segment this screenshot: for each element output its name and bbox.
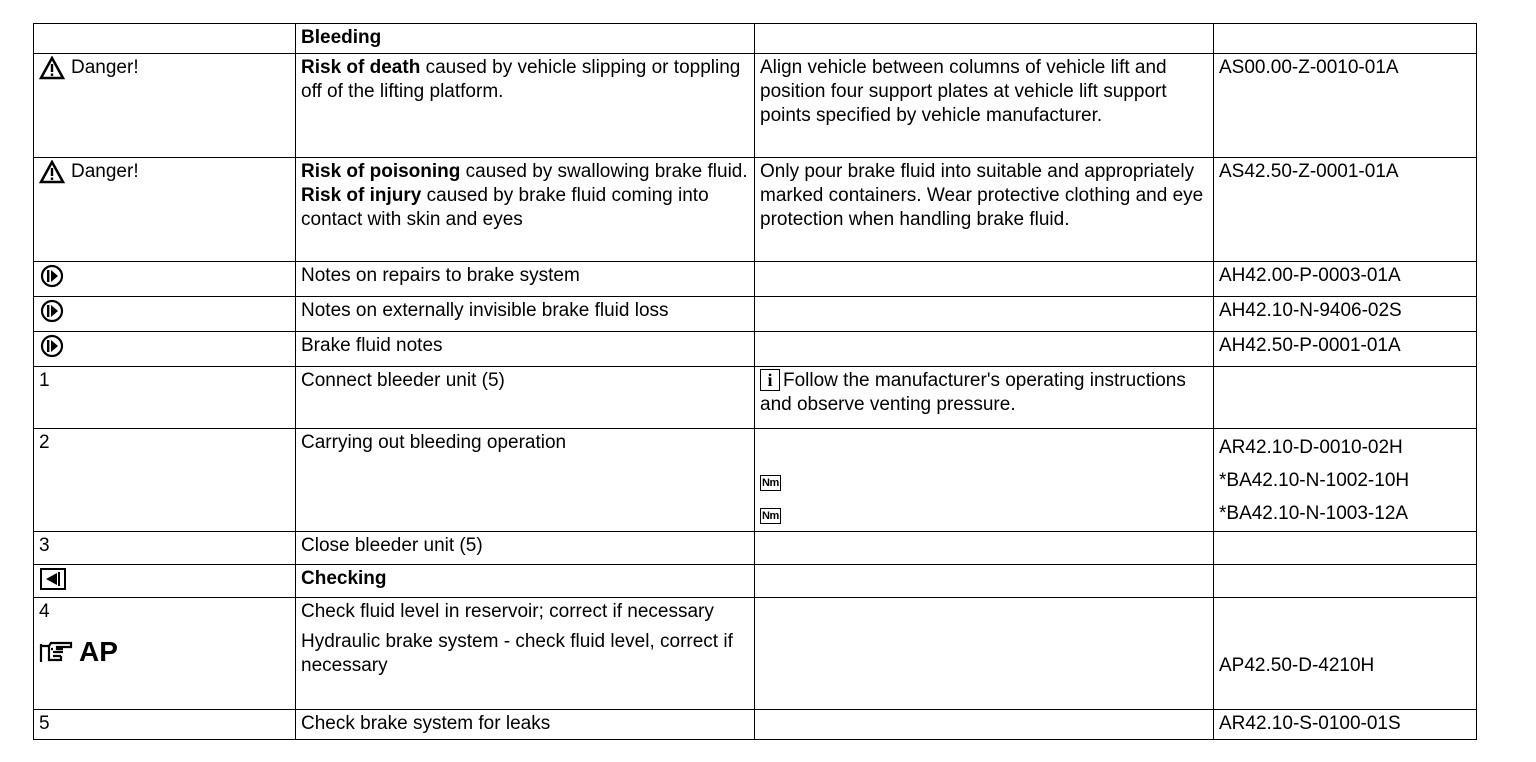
step-text: Connect bleeder unit (5) (296, 367, 755, 429)
table-row (34, 367, 1477, 429)
note-text: Brake fluid notes (296, 332, 755, 367)
ref-link[interactable]: *BA42.10-N-1002-10H (1219, 470, 1410, 491)
table-row (34, 598, 1477, 710)
ref-link[interactable]: AR42.10-D-0010-02H (1219, 437, 1403, 458)
ref-link[interactable]: AR42.10-S-0100-01S (1214, 710, 1477, 740)
note-icon (39, 334, 65, 358)
warning-icon (39, 56, 65, 80)
ref-link[interactable]: AS00.00-Z-0010-01A (1214, 54, 1477, 158)
torque-icon[interactable]: Nm (762, 477, 779, 489)
step-text: Check brake system for leaks (296, 710, 755, 740)
step-cell (34, 24, 296, 54)
table-row (34, 429, 1477, 532)
table-row (34, 332, 1477, 367)
note-text: Notes on externally invisible brake fluid loss (296, 297, 755, 332)
ref-link[interactable]: AP42.50-D-4210H (1219, 655, 1375, 676)
measure-text: Only pour brake fluid into suitable and appropriately marked containers. Wear protective clothing and eye protection when handling brake fluid. (755, 158, 1214, 262)
ref-link[interactable]: AH42.00-P-0003-01A (1214, 262, 1477, 297)
torque-icon[interactable]: Nm (762, 510, 779, 522)
section-title: Bleeding (296, 24, 755, 54)
note-text: Notes on repairs to brake system (296, 262, 755, 297)
danger-label: Danger! (39, 160, 290, 184)
note-icon (39, 264, 65, 288)
risk-text: Risk of poisoning caused by swallowing brake fluid. Risk of injury caused by brake fluid coming into contact with skin and eyes (296, 158, 755, 262)
step-number: 5 (34, 710, 296, 740)
step-number: 3 (34, 532, 296, 565)
step-text: Check fluid level in reservoir; correct if necessary (301, 601, 714, 622)
step-number: 1 (34, 367, 296, 429)
table-row (34, 297, 1477, 332)
ref-link[interactable]: AS42.50-Z-0001-01A (1214, 158, 1477, 262)
info-note: i Follow the manufacturer's operating instructions and observe venting pressure. (755, 367, 1214, 429)
table-row (34, 710, 1477, 740)
table-row (34, 24, 1477, 54)
ap-text: Hydraulic brake system - check fluid level, correct if necessary (301, 631, 733, 676)
info-icon: i (760, 369, 780, 391)
table-row (34, 262, 1477, 297)
warning-icon (39, 160, 65, 184)
note-icon (39, 299, 65, 323)
step-number: 4 (39, 601, 50, 622)
procedure-table (33, 23, 1477, 740)
ref-link[interactable]: *BA42.10-N-1003-12A (1219, 503, 1409, 524)
step-number: 2 (34, 429, 296, 532)
ref-link[interactable]: AH42.50-P-0001-01A (1214, 332, 1477, 367)
step-text: Close bleeder unit (5) (296, 532, 755, 565)
table-row (34, 54, 1477, 158)
table-row (34, 565, 1477, 598)
section-title: Checking (296, 565, 755, 598)
pointing-hand-icon (39, 640, 75, 664)
checking-icon (39, 567, 67, 591)
table-row (34, 532, 1477, 565)
ap-link[interactable]: AP (39, 640, 290, 664)
step-text: Carrying out bleeding operation (296, 429, 755, 532)
risk-text: Risk of death caused by vehicle slipping or toppling off of the lifting platform. (296, 54, 755, 158)
measure-text: Align vehicle between columns of vehicle lift and position four support plates at vehicle lift support points specified by vehicle manufacturer. (755, 54, 1214, 158)
table-row (34, 158, 1477, 262)
danger-label: Danger! (39, 56, 290, 80)
ref-link[interactable]: AH42.10-N-9406-02S (1214, 297, 1477, 332)
